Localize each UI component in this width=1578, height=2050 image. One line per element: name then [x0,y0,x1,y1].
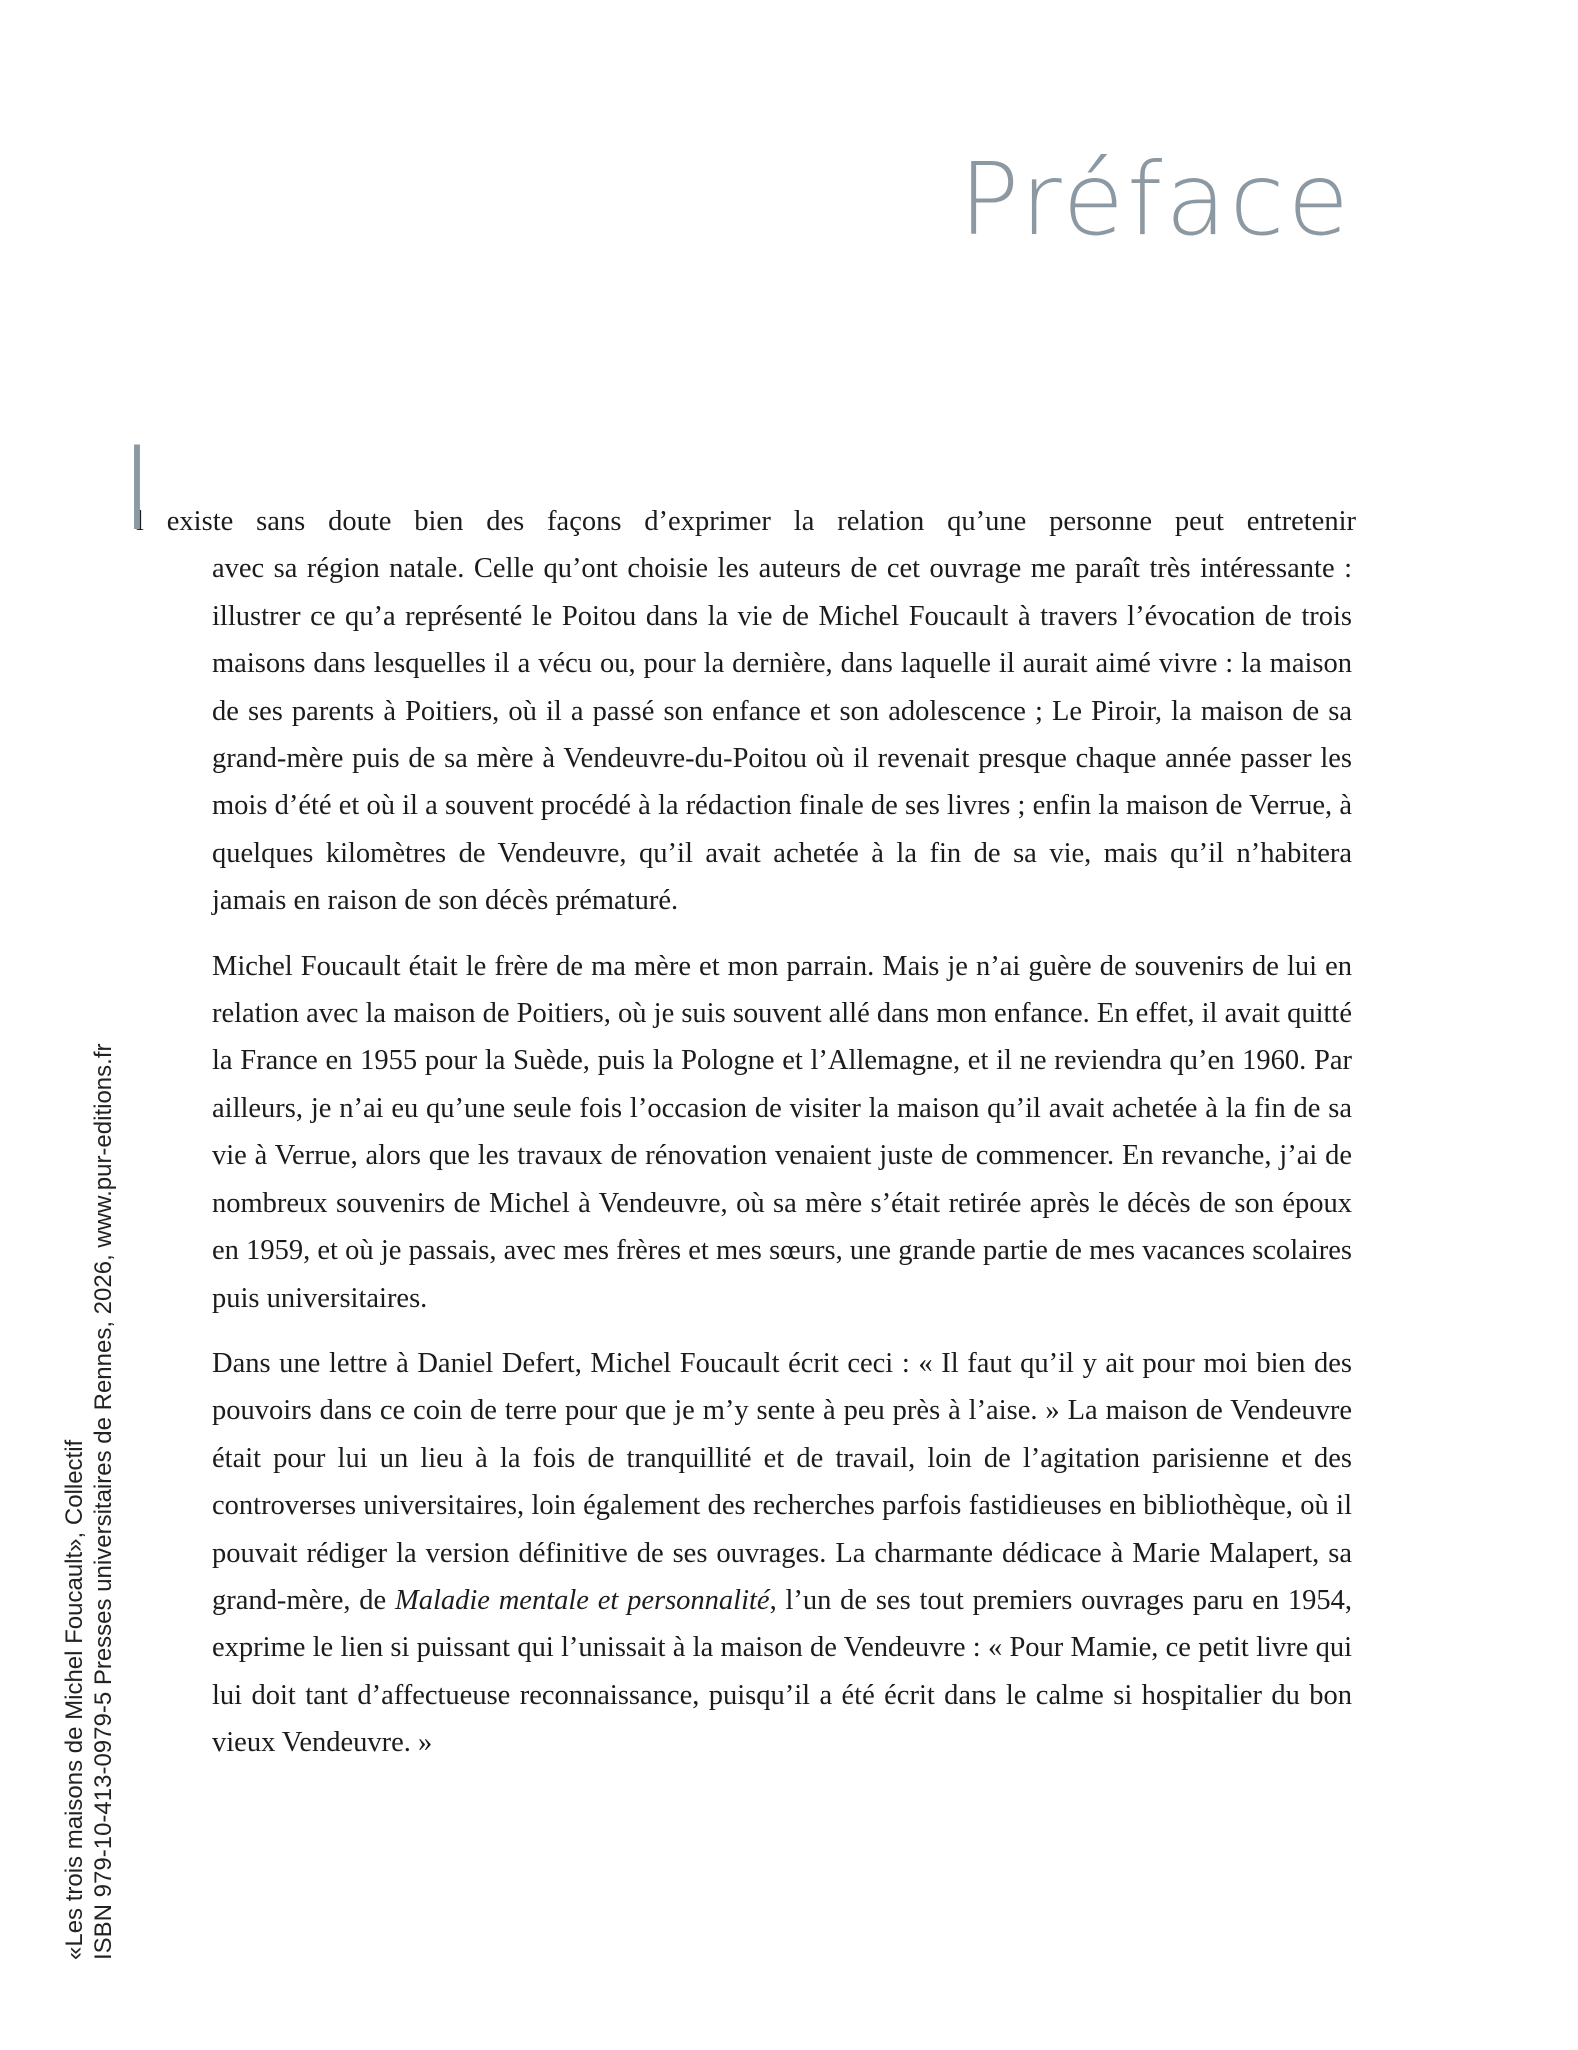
paragraph-1-text: avec sa région natale. Celle qu’ont choisie les auteurs de cet ouvrage me paraît très intéressante : illustrer ce qu’a représenté le Poitou dans la vie de Michel Foucault à travers l’évocation de trois maisons dans lesquelles il a vécu ou, pour la dernière, dans laquelle il aurait aimé vivre : la maison de ses parents à Poitiers, où il a passé son enfance et son adolescence ; Le Piroir, la maison de sa grand-mère puis de sa mère à Vendeuvre-du-Poitou où il revenait presque chaque année passer les mois d’été et où il a souvent procédé à la rédaction finale de ses livres ; enfin la maison de Verrue, à quelques kilomètres de Vendeuvre, qu’il avait achetée à la fin de sa vie, mais qu’il n’habitera jamais en raison de son décès prématuré. [212,553,1352,917]
paragraph-3-text-a: Dans une lettre à Daniel Defert, Michel Foucault écrit ceci : « Il faut qu’il y ait pour moi bien des pouvoirs dans ce coin de terre pour que je m’y sente à peu près à l’aise. » La maison de Vendeuvre était pour lui un lieu à la fois de tranquillité et de travail, loin de l’agitation parisienne et des controverses universitaires, loin également des recherches parfois fastidieuses en bibliothèque, où il pouvait rédiger la version définitive de ses ouvrages. La charmante dédicace à Marie Malapert, sa grand-mère, de [212,1347,1352,1616]
paragraph-1-first-line: l existe sans doute bien des façons d’exprimer la relation qu’une personne peut entretenir [136,506,1356,537]
paragraph-3-text-b: , l’un de ses tout premiers ouvrages paru en 1954, exprime le lien si puissant qui l’unissait à la maison de Vendeuvre : « Pour Mamie, ce petit livre qui lui doit tant d’affectueuse reconnaissance, puisqu’il a été écrit dans le calme si hospitalier du bon vieux Vendeuvre. » [212,1584,1353,1759]
paragraph-3 [212,1340,1352,1767]
paragraph-2: Michel Foucault était le frère de ma mère et mon parrain. Mais je n’ai guère de souvenirs de lui en relation avec la maison de Poitiers, où je suis souvent allé dans mon enfance. En effet, il avait quitté la France en 1955 pour la Suède, puis la Pologne et l’Allemagne, et il ne reviendra qu’en 1960. Par ailleurs, je n’ai eu qu’une seule fois l’occasion de visiter la maison qu’il avait achetée à la fin de sa vie à Verrue, alors que les travaux de rénovation venaient juste de commencer. En revanche, j’ai de nombreux souvenirs de Michel à Vendeuvre, où sa mère s’était retirée après le décès de son époux en 1959, et où je passais, avec mes frères et mes sœurs, une grande partie de mes vacances scolaires puis universitaires. [212,950,1352,1314]
side-credit [60,1044,118,1960]
preface-body [120,422,1356,1767]
book-title-italic: Maladie mentale et personnalité [394,1584,770,1616]
page-title: Préface [959,141,1352,258]
side-credit-line-2: ISBN 979-10-413-0979-5 Presses universitaires de Rennes, 2026, www.pur-editions.fr [90,1043,117,1960]
drop-cap: I [120,422,155,557]
side-credit-line-1: «Les trois maisons de Michel Foucault», Collectif [61,1439,88,1960]
paragraph-1 [120,422,1356,925]
